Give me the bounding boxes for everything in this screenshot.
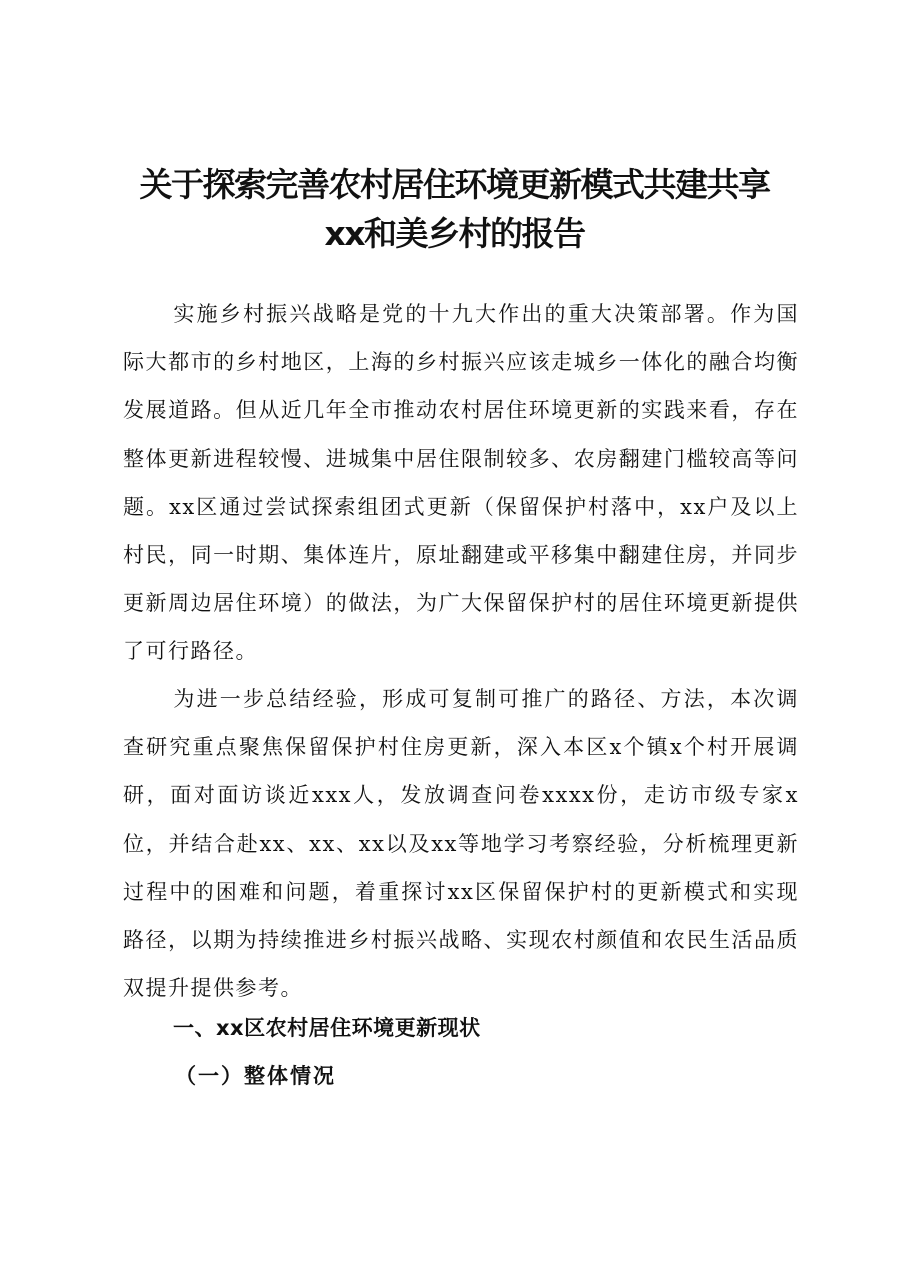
body-paragraph-1: 实施乡村振兴战略是党的十九大作出的重大决策部署。作为国际大都市的乡村地区，上海的乡村振兴应该走城乡一体化的融合均衡发展道路。但从近几年全市推动农村居住环境更新的实践来看，存在整体更新进程较慢、进城集中居住限制较多、农房翻建门槛较高等问题。xx区通过尝试探索组团式更新（保留保护村落中，xx户及以上村民，同一时期、集体连片，原址翻建或平移集中翻建住房，并同步更新周边居住环境）的做法，为广大保留保护村的居住环境更新提供了可行路径。 [123, 302, 799, 664]
section-heading-1: 一、xx区农村居住环境更新现状 [173, 1016, 481, 1040]
body-paragraph-2: 为进一步总结经验，形成可复制可推广的路径、方法，本次调查研究重点聚焦保留保护村住房更新，深入本区x个镇x个村开展调研，面对面访谈近xxx人，发放调查问卷xxxx份，走访市级专家x位，并结合赴xx、xx、xx以及xx等地学习考察经验，分析梳理更新过程中的困难和问题，着重探讨xx区保留保护村的更新模式和实现路径，以期为持续推进乡村振兴战略、实现农村颜值和农民生活品质双提升提供参考。 [123, 687, 799, 1001]
document-title-line-2: xx和美乡村的报告 [324, 214, 585, 253]
subsection-heading-1: （一）整体情况 [175, 1063, 336, 1088]
document-title-line-1: 关于探索完善农村居住环境更新模式共建共享 [139, 165, 770, 204]
